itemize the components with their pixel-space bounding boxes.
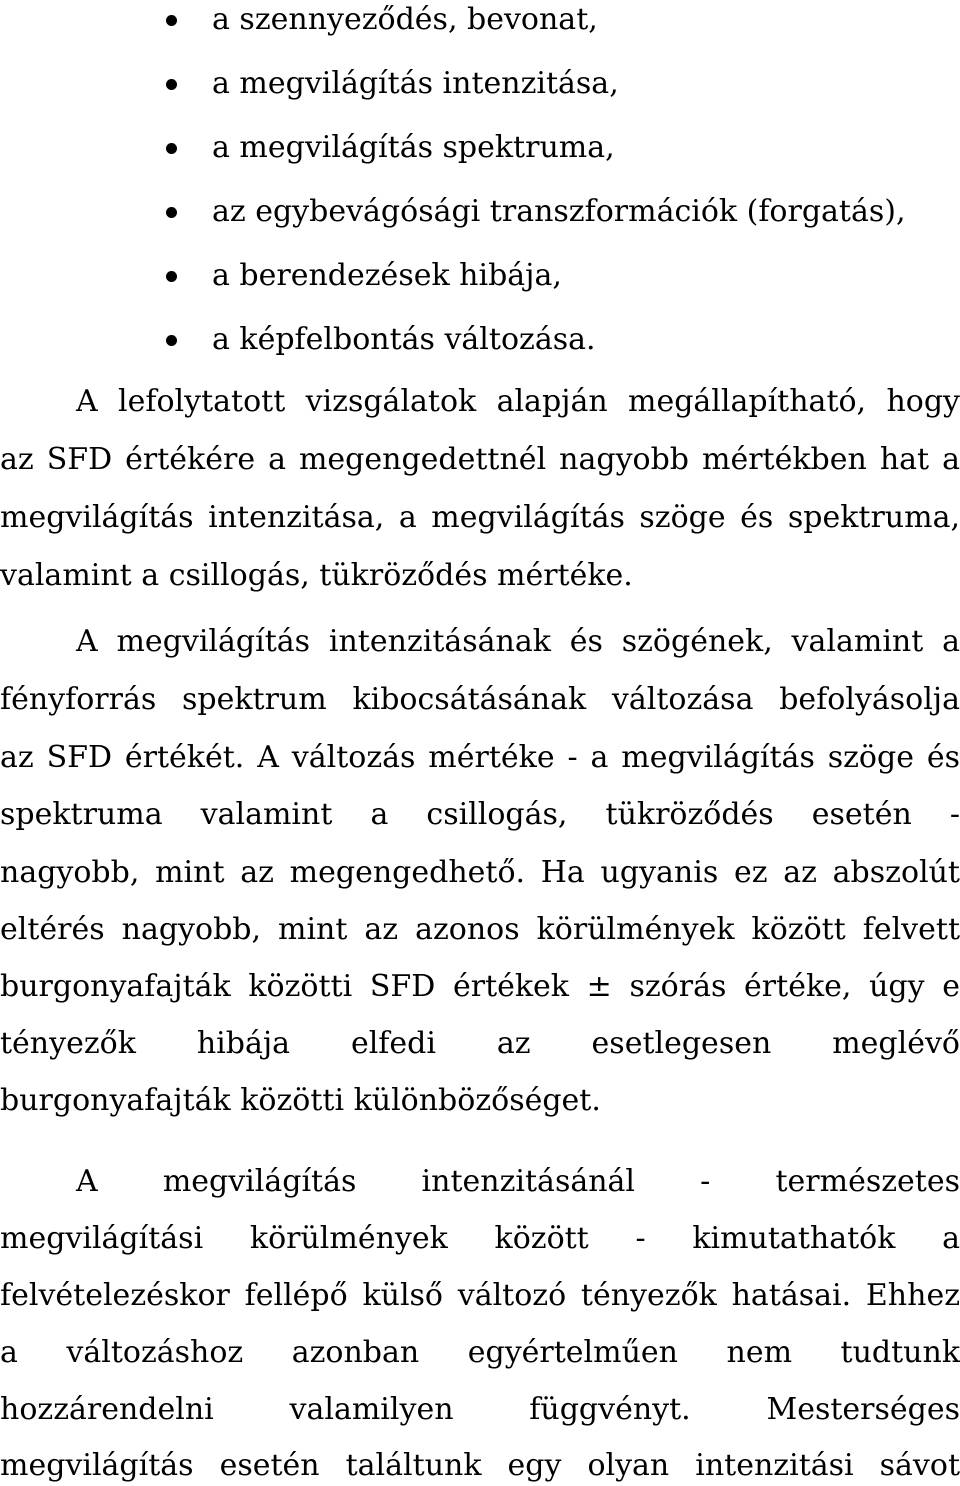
bullet-icon	[166, 271, 177, 282]
text-line: tényezők hibája elfedi az esetlegesen meglévő	[0, 1026, 960, 1061]
text-line: burgonyafajták közötti különbözőséget.	[0, 1083, 601, 1118]
bullet-icon	[166, 15, 177, 26]
text-line: megvilágítás intenzitása, a megvilágítás szöge és spektruma,	[0, 500, 960, 535]
factor-list	[0, 0, 906, 384]
text-line: A megvilágítás intenzitásánál - természetes	[76, 1164, 960, 1199]
list-item: a képfelbontás változása.	[0, 320, 906, 384]
bullet-icon	[166, 335, 177, 346]
bullet-icon	[166, 207, 177, 218]
text-line: megvilágítás esetén találtunk egy olyan intenzitási sávot	[0, 1448, 960, 1483]
list-item: a megvilágítás intenzitása,	[0, 64, 906, 128]
bullet-icon	[166, 79, 177, 90]
text-line: felvételezéskor fellépő külső változó tényezők hatásai. Ehhez	[0, 1278, 960, 1313]
text-line: hozzárendelni valamilyen függvényt. Mesterséges	[0, 1392, 960, 1427]
text-line: az SFD értékére a megengedettnél nagyobb mértékben hat a	[0, 442, 960, 477]
text-line: megvilágítási körülmények között - kimutathatók a	[0, 1221, 960, 1256]
text-line: az SFD értékét. A változás mértéke - a megvilágítás szöge és	[0, 740, 960, 775]
text-line: spektruma valamint a csillogás, tükröződés esetén -	[0, 797, 960, 832]
bullet-icon	[166, 143, 177, 154]
text-line: fényforrás spektrum kibocsátásának változása befolyásolja	[0, 682, 960, 717]
text-line: a változáshoz azonban egyértelműen nem tudtunk	[0, 1335, 960, 1370]
list-item: az egybevágósági transzformációk (forgatás),	[0, 192, 906, 256]
text-line: nagyobb, mint az megengedhető. Ha ugyanis ez az abszolút	[0, 855, 960, 890]
text-line: burgonyafajták közötti SFD értékek ± szórás értéke, úgy e	[0, 969, 960, 1004]
text-line: valamint a csillogás, tükröződés mértéke.	[0, 558, 633, 593]
text-line: A megvilágítás intenzitásának és szögének, valamint a	[76, 624, 960, 659]
list-item: a megvilágítás spektruma,	[0, 128, 906, 192]
text-line: A lefolytatott vizsgálatok alapján megállapítható, hogy	[76, 384, 960, 419]
list-item: a szennyeződés, bevonat,	[0, 0, 906, 64]
text-line: eltérés nagyobb, mint az azonos körülmények között felvett	[0, 912, 960, 947]
list-item: a berendezések hibája,	[0, 256, 906, 320]
